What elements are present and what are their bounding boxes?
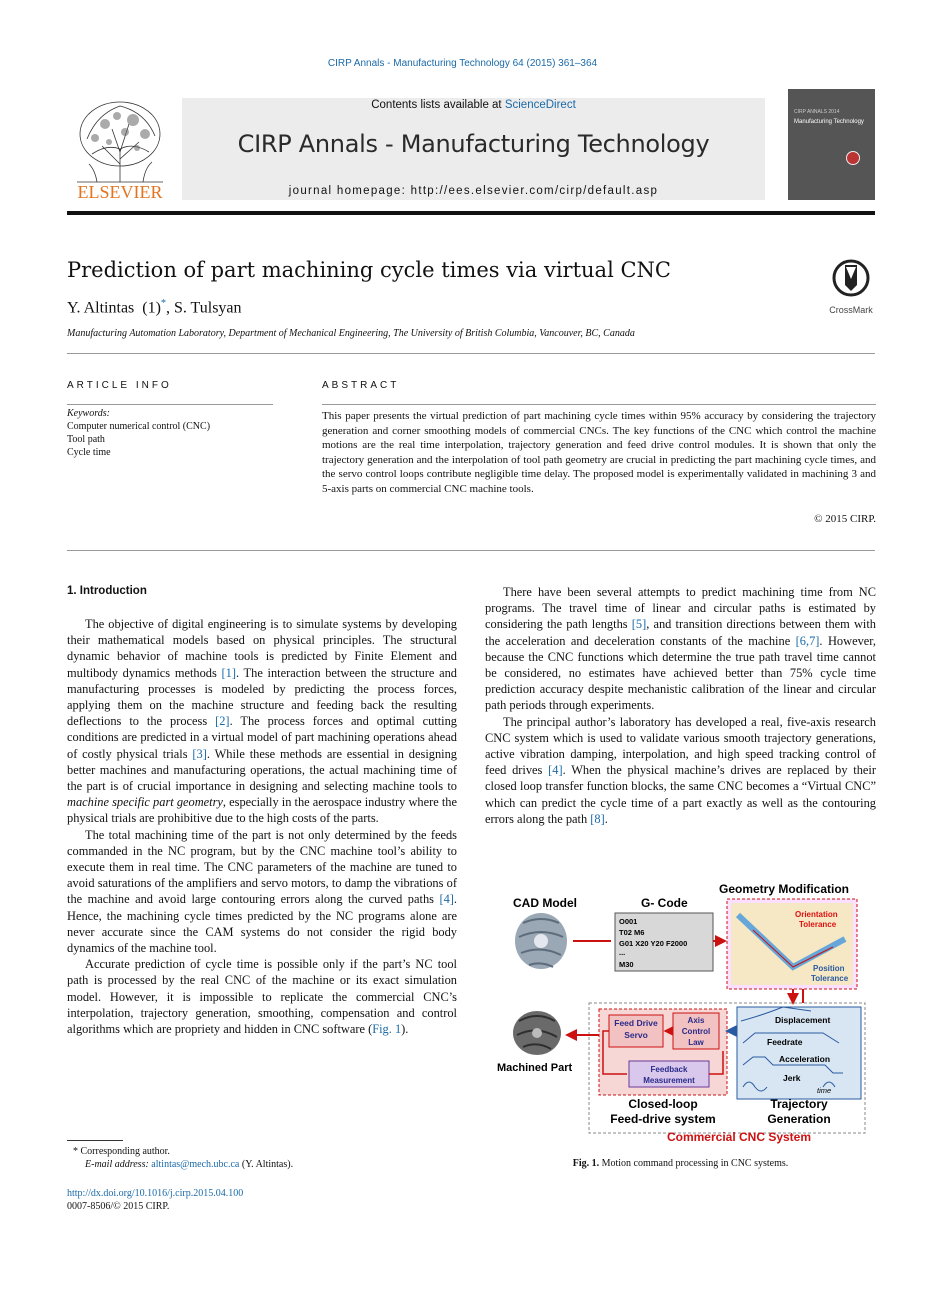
footnote-rule <box>67 1140 123 1141</box>
displacement-label: Displacement <box>775 1015 831 1025</box>
article-info-heading: ARTICLE INFO <box>67 380 172 391</box>
keyword: Computer numerical control (CNC) <box>67 421 211 432</box>
machined-part-label: Machined Part <box>497 1062 573 1074</box>
commercial-cnc-label: Commercial CNC System <box>666 1130 812 1144</box>
paragraph: There have been several attempts to predict machining time from NC programs. The travel time of linear and circular paths is estimated by considering the path lengths [5], and transition directions between them with the acceleration and deceleration constants of the machine [6,7]. However, because the CNC functions which determine the true path travel time cannot be considered, no estimates have achieved better than 75% cycle time prediction accuracy despite mechanistic calibration of the linear and circular path periods through experiments. <box>485 585 876 713</box>
time-label: time <box>817 1086 832 1095</box>
citation-link[interactable]: [4] <box>439 892 454 907</box>
cad-model-label: CAD Model <box>513 896 577 910</box>
right-column <box>485 584 876 827</box>
jerk-label: Jerk <box>783 1073 801 1083</box>
crossmark-icon <box>832 259 870 299</box>
gcode-line: O001 <box>619 917 638 926</box>
paragraph: The principal author’s laboratory has developed a real, five-axis research CNC system which is used to validate various smooth trajectory generations, active vibration damping, interpolation, and high speed tracking control of feed drives [4]. When the physical machine’s drives are replaced by their closed loop transfer function blocks, the same CNC becomes a “Virtual CNC” which can predict the cycle time of a part exactly as well as the contouring errors along the path [8]. <box>485 714 876 826</box>
block-label: Servo <box>624 1030 648 1040</box>
figure-link[interactable]: Fig. 1 <box>372 1022 402 1037</box>
keyword: Tool path <box>67 434 105 445</box>
generation-label: Generation <box>767 1112 831 1126</box>
affiliation: Manufacturing Automation Laboratory, Department of Mechanical Engineering, The University of British Columbia, Vancouver, BC, Canada <box>67 328 635 339</box>
email-link[interactable]: altintas@mech.ubc.ca <box>151 1159 240 1170</box>
journal-cover <box>788 89 875 200</box>
block-label: Control <box>681 1027 711 1036</box>
cover-title: Manufacturing Technology <box>794 119 864 125</box>
tolerance-label: Tolerance <box>811 974 849 983</box>
footnote: * Corresponding author. E-mail address: altintas@mech.ubc.ca (Y. Altintas). <box>73 1146 294 1170</box>
header-rule <box>67 211 875 215</box>
block-label: Feedback <box>650 1065 688 1074</box>
sciencedirect-link[interactable]: ScienceDirect <box>504 99 576 111</box>
position-label: Position <box>813 964 845 973</box>
keywords-block <box>67 407 210 459</box>
gcode-line: T02 M6 <box>619 928 645 937</box>
citation-link[interactable]: [1] <box>221 665 236 680</box>
keyword: Cycle time <box>67 447 111 458</box>
article-info-rule <box>67 404 273 405</box>
journal-reference[interactable]: CIRP Annals - Manufacturing Technology 64 (2015) 361–364 <box>327 58 598 69</box>
block-label: Law <box>688 1038 704 1047</box>
contents-line: Contents lists available at ScienceDirect <box>371 99 576 111</box>
citation-link[interactable]: [4] <box>548 763 563 778</box>
gcode-line: ... <box>619 948 626 957</box>
block-label: Feed Drive <box>614 1018 658 1028</box>
gcode-label: G- Code <box>641 896 688 910</box>
citation-link[interactable]: [2] <box>215 714 230 729</box>
citation-link[interactable]: [5] <box>631 617 647 632</box>
citation-link[interactable]: [3] <box>192 746 207 761</box>
paper-title: Prediction of part machining cycle times via virtual CNC <box>67 258 671 282</box>
keywords-label: Keywords: <box>67 408 110 419</box>
figure-1 <box>493 875 869 1150</box>
doi-block <box>67 1187 243 1213</box>
elsevier-wordmark: ELSEVIER <box>77 182 163 202</box>
abstract-copyright: © 2015 CIRP. <box>814 513 876 525</box>
abstract-bottom-rule <box>67 550 875 551</box>
gcode-line: G01 X20 Y20 F2000 <box>619 939 688 948</box>
crossmark-badge[interactable] <box>825 259 877 315</box>
crossmark-label: CrossMark <box>829 305 873 315</box>
orientation-label: Orientation <box>795 910 838 919</box>
citation-link[interactable]: [6,7] <box>795 633 820 648</box>
acceleration-label: Acceleration <box>779 1054 831 1064</box>
cover-seal-icon <box>846 151 860 165</box>
block-label: Axis <box>687 1016 705 1025</box>
figure-caption: Fig. 1. Motion command processing in CNC systems. <box>572 1158 789 1169</box>
feed-drive-system-label: Feed-drive system <box>610 1112 716 1126</box>
abstract-rule <box>322 404 876 405</box>
block-label: Measurement <box>643 1076 695 1085</box>
title-rule <box>67 353 875 354</box>
machined-part-image <box>513 1011 561 1055</box>
journal-homepage[interactable]: journal homepage: http://ees.elsevier.com/cirp/default.asp <box>288 185 659 197</box>
section-heading: 1. Introduction <box>67 585 147 597</box>
authors: Y. Altintas (1)*, S. Tulsyan <box>67 298 242 317</box>
closed-loop-label: Closed-loop <box>628 1097 698 1111</box>
cover-top: CIRP ANNALS 2014 <box>794 109 840 115</box>
abstract-heading: ABSTRACT <box>322 380 400 391</box>
cad-model-image <box>515 913 567 969</box>
left-column <box>67 616 457 1037</box>
trajectory-label: Trajectory <box>770 1097 828 1111</box>
paragraph: The total machining time of the part is not only determined by the feeds commanded in the NC program, but by the CNC machine tool’s ability to execute them in real time. The CNC parameters of the machine are tuned to avoid saturations of the amplifiers and servo motors, to damp the vibrations of the machine and avoid large contouring errors along the curved paths [4]. Hence, the machining cycle times predicted by the NC programs alone are never accurate since the CAM systems do not consider the rigid body dynamics of the machine tool. <box>67 827 457 956</box>
geometry-mod-label: Geometry Modification <box>719 882 850 896</box>
issn: 0007-8506/© 2015 CIRP. <box>67 1201 170 1212</box>
elsevier-logo <box>67 94 173 202</box>
citation-link[interactable]: [8] <box>590 811 605 826</box>
tolerance-label: Tolerance <box>799 920 837 929</box>
abstract-text: This paper presents the virtual prediction of part machining cycle times within 95% accuracy by considering the trajectory generation and corner smoothing models of commercial CNCs. The key functions of the CNC which control the machine motions are the real time interpolation, trajectory generation and feed drive control modules. It is shown that only the trajectory generation and the interpolation of tool path geometry are crucial in predicting the part machining cycle times, and the servo control loops contribute negligible time delay. The proposed model is experimentally validated in machining 3 and 5-axis parts on commercial CNC machine tools. <box>322 410 876 495</box>
feedrate-label: Feedrate <box>767 1037 803 1047</box>
paragraph: Accurate prediction of cycle time is possible only if the part’s NC tool path is processed by the real CNC of the machine or its exact simulation model. However, it is impossible to replicate the commercial CNC’s interpolation, trajectory generation, smoothing, compensation and control algorithms which are propriety and hidden in CNC software (Fig. 1). <box>67 957 457 1037</box>
corresponding-mark[interactable]: * <box>160 298 166 309</box>
gcode-line: M30 <box>619 960 634 969</box>
paragraph: The objective of digital engineering is to simulate systems by developing their mathematical models based on physical principles. The structural dynamic behavior of machine tools is predicted by Finite Element and multibody dynamics methods [1]. The interaction between the structure and manufacturing processes is modeled by predicting the process forces, applying them on the machine structure and feeding back the resulting deflections to the process [2]. The process forces and optimal cutting conditions are predicted in a virtual model of part machining operations ahead of costly physical trials [3]. While these methods are essential in designing better machines and manufacturing operations, the actual machining time of the part is of crucial importance in designing and selecting machine tools to machine specific part geometry, especially in the aerospace industry where the physical trials are prohibitive due to the high costs of the parts. <box>67 617 458 826</box>
journal-title: CIRP Annals - Manufacturing Technology <box>237 130 710 158</box>
doi-link[interactable]: http://dx.doi.org/10.1016/j.cirp.2015.04.100 <box>67 1188 244 1199</box>
